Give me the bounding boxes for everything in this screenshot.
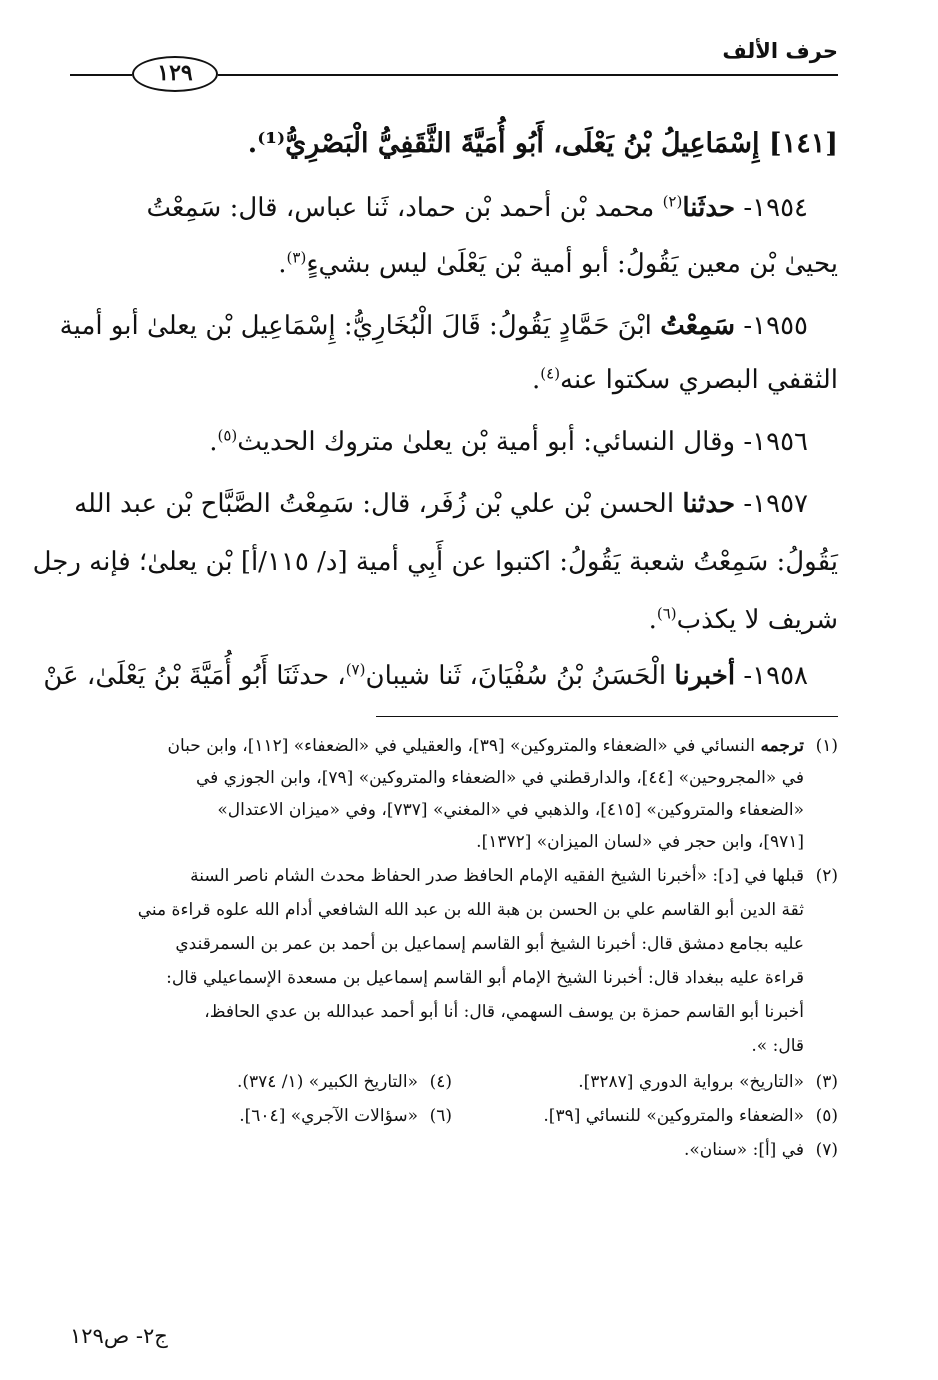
footnote-ref-4: (٤): [540, 364, 561, 383]
narration-1956: [209, 422, 808, 462]
footnote-text: «التاريخ الكبير» (١/ ٣٧٤).: [236, 1072, 418, 1092]
period: .: [209, 427, 218, 457]
narration-text: الْحَسَنُ بْنُ سُفْيَانَ، ثَنا شيبان: [365, 661, 675, 691]
footnote-ref-2: (٢): [662, 192, 683, 211]
footnote-ref-3: (٣): [286, 248, 307, 267]
volume-page-reference: ج٢- ص١٢٩: [70, 1324, 168, 1348]
narration-text: الثقفي البصري سكتوا عنه: [560, 365, 838, 395]
narration-1957-line-1: [74, 484, 808, 524]
narration-1957-line-2: يَقُولُ: سَمِعْتُ شعبة يَقُولُ: اكتبوا عن أَبِي أمية [د/ ١١٥/أ] بْن يعلىٰ؛ فإنه رجل: [32, 547, 838, 577]
narration-text: شريف لا يكذب: [676, 605, 838, 635]
chapter-title: حرف الألف: [722, 39, 838, 63]
narration-1954-line-2: [278, 244, 838, 284]
footnote-ref-5: (٥): [217, 426, 238, 445]
footnote-3: [578, 1068, 838, 1096]
footnote-number: (١): [815, 736, 838, 756]
narration-number: ١٩٥٦-: [735, 427, 808, 457]
footnote-5: [543, 1102, 838, 1130]
footnote-number: (٥): [815, 1106, 838, 1126]
footnote-2-line-3: عليه بجامع دمشق قال: أخبرنا الشيخ أبو القاسم إسماعيل بن أحمد بن عمر بن السمرقندي: [175, 934, 804, 954]
footnote-number: (٢): [815, 866, 838, 886]
entry-heading: [١٤١] إِسْمَاعِيلُ بْنُ يَعْلَى، أَبُو أُمَيَّةَ الثَّقَفِيُّ الْبَصْرِيُّ⁽¹⁾.: [247, 128, 838, 159]
narration-number: ١٩٥٧-: [735, 489, 808, 519]
footnote-1-line-3: «الضعفاء والمتروكين» [٤١٥]، والذهبي في «المغني» [٧٣٧]، وفي «ميزان الاعتدال»: [217, 800, 804, 820]
narration-text: الحسن بْن علي بْن زُفَر، قال: سَمِعْتُ الصَّبَّاح بْن عبد الله: [74, 489, 683, 519]
period: .: [278, 249, 287, 279]
footnote-2-line-4: قراءة عليه ببغداد قال: أخبرنا الشيخ الإمام أبو القاسم إسماعيل بن مسعدة الإسماعيلي قال:: [166, 968, 804, 988]
footnote-4: [237, 1068, 452, 1096]
narration-1958-line-1: [43, 656, 808, 696]
narration-text: يحيىٰ بْن معين يَقُولُ: أبو أمية بْن يَعْلَىٰ ليس بشيءٍ: [306, 249, 838, 279]
footnote-7: [684, 1136, 838, 1164]
footnote-1-line-1: [168, 732, 839, 760]
page-number-oval: ١٢٩: [132, 56, 218, 92]
footnote-separator: [376, 716, 838, 717]
narration-text: ابْنَ حَمَّادٍ يَقُولُ: قَالَ الْبُخَارِيُّ: إِسْمَاعِيل بْن يعلىٰ أبو أمية: [59, 311, 661, 341]
footnote-number: (٧): [815, 1140, 838, 1160]
narration-text: محمد بْن أحمد بْن حماد، ثَنا عباس، قال: سَمِعْتُ: [146, 193, 663, 223]
footnote-ref-7: (٧): [345, 660, 366, 679]
footnote-ref-6: (٦): [656, 604, 677, 623]
narration-text: وقال النسائي: أبو أمية بْن يعلىٰ متروك الحديث: [237, 427, 736, 457]
footnote-6: [239, 1102, 452, 1130]
narration-keyword: حدثَنا: [682, 193, 736, 223]
footnote-2-line-2: ثقة الدين أبو القاسم علي بن الحسن بن هبة الله بن عبد الله الشافعي أدام الله علوه قراءة مني: [137, 900, 804, 920]
narration-number: ١٩٥٤-: [735, 193, 808, 223]
narration-keyword: حدثنا: [682, 489, 736, 519]
footnote-text: «التاريخ» برواية الدوري [٣٢٨٧].: [578, 1072, 804, 1092]
footnote-text: «سؤالات الآجري» [٦٠٤].: [239, 1106, 418, 1126]
footnote-text: «الضعفاء والمتروكين» للنسائي [٣٩].: [543, 1106, 804, 1126]
narration-text: ، حدثَنَا أَبُو أُمَيَّةَ بْنُ يَعْلَىٰ، عَنْ: [43, 661, 346, 691]
footnote-label: ترجمه: [760, 736, 804, 756]
footnote-text: النسائي في «الضعفاء والمتروكين» [٣٩]، والعقيلي في «الضعفاء» [١١٢]، وابن حبان: [167, 736, 761, 756]
footnote-2-line-6: قال: ».: [751, 1036, 804, 1056]
narration-1955-line-2: [532, 360, 838, 400]
footnote-2-line-5: أخبرنا أبو القاسم حمزة بن يوسف السهمي، قال: أنا أبو أحمد عبدالله بن عدي الحافظ،: [204, 1002, 804, 1022]
narration-1957-line-3: [649, 600, 838, 640]
period: .: [648, 605, 657, 635]
narration-keyword: سَمِعْتُ: [660, 311, 736, 341]
narration-keyword: أخبرنا: [674, 661, 736, 691]
footnote-2-line-1: [190, 862, 838, 890]
footnote-number: (٦): [429, 1106, 452, 1126]
header-rule-right: [218, 74, 838, 76]
period: .: [532, 365, 541, 395]
narration-1955-line-1: [60, 306, 808, 346]
header-rule-left: [70, 74, 132, 76]
footnote-1-line-4: [٩٧١]، وابن حجر في «لسان الميزان» [١٣٧٢].: [476, 832, 804, 852]
narration-number: ١٩٥٥-: [735, 311, 808, 341]
footnote-text: في [أ]: «سنان».: [683, 1140, 804, 1160]
footnote-number: (٤): [429, 1072, 452, 1092]
narration-1954-line-1: [146, 188, 808, 228]
footnote-1-line-2: في «المجروحين» [٤٤]، والدارقطني في «الضعفاء والمتروكين» [٧٩]، وابن الجوزي في: [195, 768, 804, 788]
footnote-number: (٣): [815, 1072, 838, 1092]
narration-number: ١٩٥٨-: [735, 661, 808, 691]
footnote-text: قبلها في [د]: «أخبرنا الشيخ الفقيه الإمام الحافظ صدر الحفاظ محدث الشام ناصر السنة: [190, 866, 804, 886]
